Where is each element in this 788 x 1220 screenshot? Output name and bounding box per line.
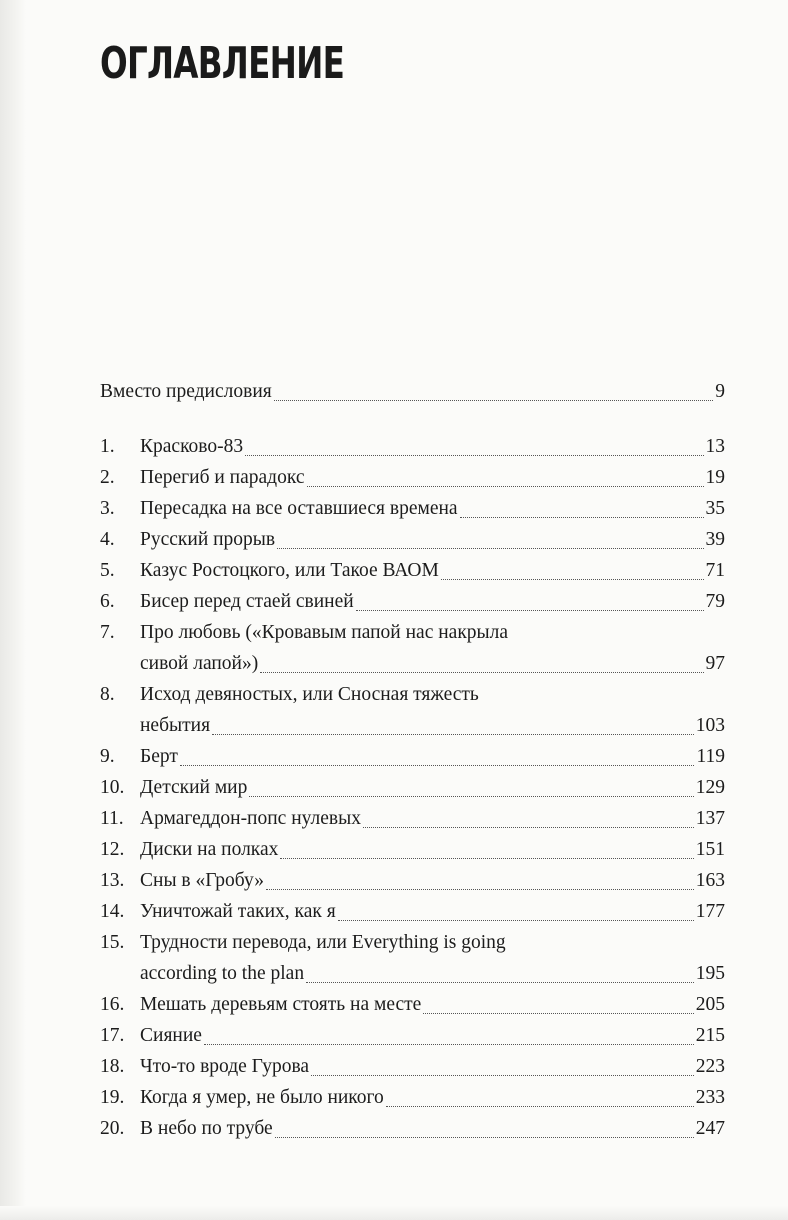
dot-leader: [338, 920, 694, 921]
toc-entry-title: Пересадка на все оставшиеся времена: [140, 498, 458, 519]
toc-entry-page: 151: [695, 839, 725, 860]
toc-entry-number: 7.: [100, 622, 115, 643]
toc-entry-title-line2: сивой лапой»): [140, 653, 259, 674]
toc-entry: [100, 586, 725, 617]
toc-entry: [100, 1020, 725, 1051]
toc-entry-page: 195: [695, 963, 725, 984]
dot-leader: [311, 1075, 694, 1076]
toc-entry-title-line2: according to the plan: [140, 963, 305, 984]
toc-entry-title-line1: Трудности перевода, или Everything is going: [140, 932, 506, 953]
toc-entry: [100, 1051, 725, 1082]
toc-entry-number: 10.: [100, 777, 125, 798]
toc-entry-title: Детский мир: [140, 777, 248, 798]
toc-entry: [100, 927, 725, 958]
toc-entry: [100, 1082, 725, 1113]
toc-entry-continuation: [100, 958, 725, 989]
toc-entry-page: 163: [695, 870, 725, 891]
dot-leader: [386, 1106, 694, 1107]
toc-entry-title: Красково-83: [140, 436, 244, 457]
toc-entry: [100, 1113, 725, 1144]
toc-entry-number: 16.: [100, 994, 125, 1015]
toc-entry-title: Русский прорыв: [140, 529, 276, 550]
dot-leader: [180, 765, 695, 766]
toc-entry-page: 223: [695, 1056, 725, 1077]
toc-entry-page: 215: [695, 1025, 725, 1046]
toc-entry-page: 13: [705, 436, 725, 457]
dot-leader: [266, 889, 694, 890]
toc-entry-page: 177: [695, 901, 725, 922]
toc-entry-number: 9.: [100, 746, 115, 767]
toc-entry: [100, 679, 725, 710]
toc-entry-title: Сияние: [140, 1025, 202, 1046]
toc-entry: [100, 803, 725, 834]
page-title: ОГЛАВЛЕНИЕ: [100, 38, 345, 89]
toc-entry: [100, 989, 725, 1020]
toc-entry: [100, 834, 725, 865]
toc-entry-page: 129: [695, 777, 725, 798]
toc-entry-title-line2: небытия: [140, 715, 211, 736]
toc-entry-title: Что-то вроде Гурова: [140, 1056, 310, 1077]
toc-entry-title: В небо по трубе: [140, 1118, 273, 1139]
toc-entry-title: Сны в «Гробу»: [140, 870, 264, 891]
toc-entry-page: 233: [695, 1087, 725, 1108]
toc-entry: [100, 555, 725, 586]
toc-entry-page: 247: [695, 1118, 725, 1139]
dot-leader: [306, 982, 694, 983]
toc-entry-title: Берт: [140, 746, 178, 767]
toc-entry-page: 97: [705, 653, 725, 674]
toc-entry-title: Когда я умер, не было никого: [140, 1087, 384, 1108]
toc-entry-title: Уничтожай таких, как я: [140, 901, 336, 922]
table-of-contents: [100, 376, 725, 1144]
toc-entry-title: Диски на полках: [140, 839, 279, 860]
toc-entry-page: 79: [705, 591, 725, 612]
toc-entry-number: 18.: [100, 1056, 125, 1077]
toc-entry-number: 8.: [100, 684, 115, 705]
toc-entry-page: 71: [705, 560, 725, 581]
toc-entry-title: Бисер перед стаей свиней: [140, 591, 354, 612]
toc-entry-page: 137: [695, 808, 725, 829]
dot-leader: [249, 796, 693, 797]
toc-entry-number: 14.: [100, 901, 125, 922]
toc-entry: [100, 772, 725, 803]
toc-entry-number: 2.: [100, 467, 115, 488]
toc-entry-title: Армагеддон-попс нулевых: [140, 808, 361, 829]
toc-entry-continuation: [100, 710, 725, 741]
dot-leader: [274, 400, 714, 401]
toc-entry-title-line1: Исход девяностых, или Сносная тяжесть: [140, 684, 479, 705]
toc-entry-page: 103: [695, 715, 725, 736]
toc-entry-title: Казус Ростоцкого, или Такое ВАОМ: [140, 560, 439, 581]
toc-entry-page: 205: [695, 994, 725, 1015]
page-gutter-shadow: [0, 0, 26, 1220]
toc-entry-title: Мешать деревьям стоять на месте: [140, 994, 422, 1015]
toc-entry: [100, 462, 725, 493]
dot-leader: [423, 1013, 693, 1014]
dot-leader: [204, 1044, 694, 1045]
toc-entry-number: 1.: [100, 436, 115, 457]
toc-entry-page: 39: [705, 529, 725, 550]
toc-entry-continuation: [100, 648, 725, 679]
toc-entry-title-line1: Про любовь («Кровавым папой нас накрыла: [140, 622, 509, 643]
dot-leader: [260, 672, 703, 673]
toc-entry-number: 13.: [100, 870, 125, 891]
toc-entry-page: 19: [705, 467, 725, 488]
dot-leader: [363, 827, 694, 828]
dot-leader: [277, 548, 703, 549]
page-bottom-shadow: [0, 1206, 788, 1220]
toc-entry: [100, 493, 725, 524]
dot-leader: [280, 858, 693, 859]
toc-entry: [100, 524, 725, 555]
toc-entry-preface: [100, 376, 725, 407]
toc-entry-number: 3.: [100, 498, 115, 519]
toc-entry-number: 5.: [100, 560, 115, 581]
toc-entry: [100, 741, 725, 772]
toc-entry-number: 4.: [100, 529, 115, 550]
toc-entry: [100, 431, 725, 462]
toc-entry-number: 20.: [100, 1118, 125, 1139]
toc-entry-number: 6.: [100, 591, 115, 612]
dot-leader: [212, 734, 694, 735]
toc-entry: [100, 617, 725, 648]
toc-entry: [100, 896, 725, 927]
toc-entry-number: 15.: [100, 932, 125, 953]
toc-entry-number: 11.: [100, 808, 124, 829]
dot-leader: [441, 579, 704, 580]
dot-leader: [460, 517, 704, 518]
toc-entry-number: 17.: [100, 1025, 125, 1046]
dot-leader: [245, 455, 703, 456]
toc-entry-number: 12.: [100, 839, 125, 860]
toc-entry-title: Вместо предисловия: [100, 381, 272, 402]
toc-entry-number: 19.: [100, 1087, 125, 1108]
dot-leader: [356, 610, 704, 611]
dot-leader: [275, 1137, 694, 1138]
toc-entry-page: 35: [705, 498, 725, 519]
toc-entry: [100, 865, 725, 896]
toc-entry-title: Перегиб и парадокс: [140, 467, 305, 488]
toc-entry-page: 119: [696, 746, 725, 767]
dot-leader: [307, 486, 704, 487]
toc-entry-page: 9: [715, 381, 725, 402]
